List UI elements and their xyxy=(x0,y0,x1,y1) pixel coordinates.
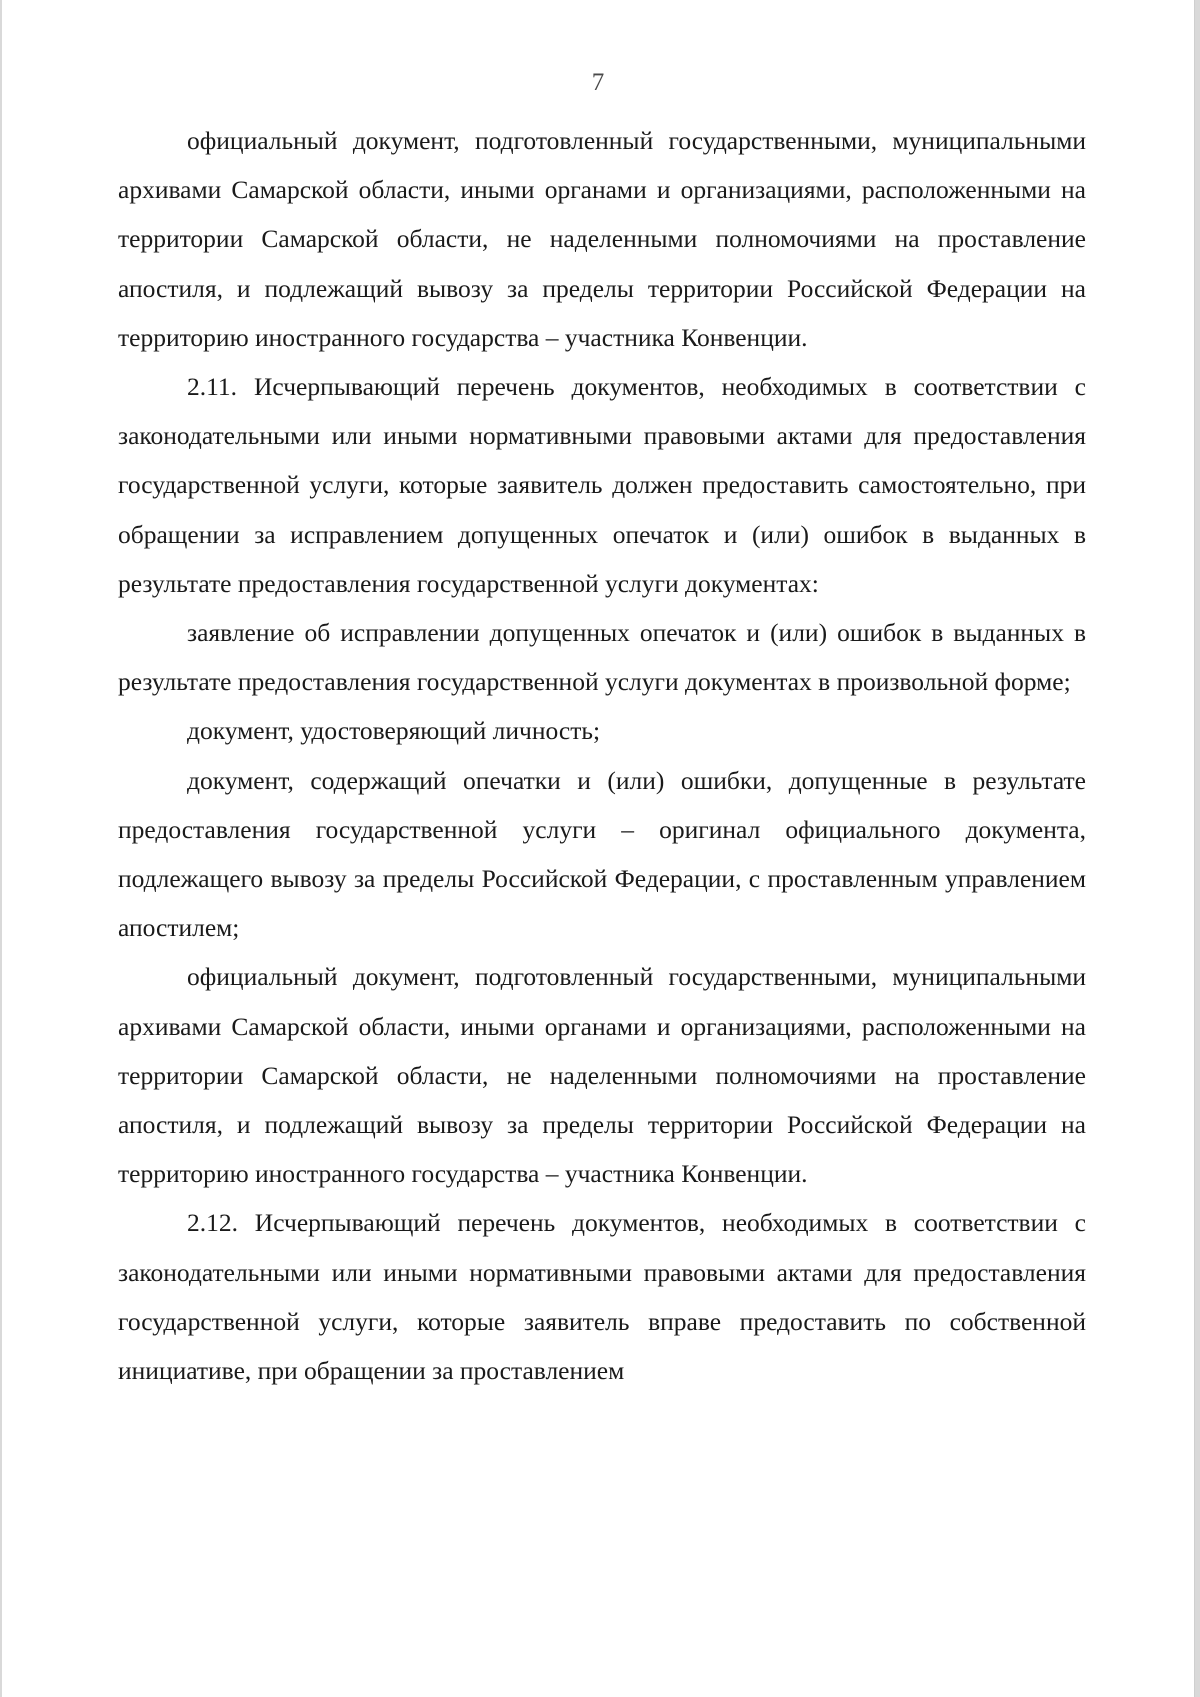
paragraph-application: заявление об исправлении допущенных опечаток и (или) ошибок в выданных в результате предоставления государственной услуги документах в произвольной форме; xyxy=(118,618,1086,697)
paragraph-official-document: официальный документ, подготовленный государственными, муниципальными архивами Самарской области, иными органами и организациями, расположенными на территории Самарской области, не наделенными полномочиями на проставление апостиля, и подлежащий вывозу за пределы территории Российской Федерации на территорию иностранного государства – участника Конвенции. xyxy=(118,126,1086,352)
paragraph-2-12: 2.12. Исчерпывающий перечень документов, необходимых в соответствии с законодательными или иными нормативными правовыми актами для предоставления государственной услуги, которые заявитель вправе предоставить по собственной инициативе, при обращении за проставлением xyxy=(118,1208,1086,1386)
paragraph-official-document-2: официальный документ, подготовленный государственными, муниципальными архивами Самарской области, иными органами и организациями, расположенными на территории Самарской области, не наделенными полномочиями на проставление апостиля, и подлежащий вывозу за пределы территории Российской Федерации на территорию иностранного государства – участника Конвенции. xyxy=(118,962,1086,1189)
document-body xyxy=(118,116,1086,1395)
page-number: 7 xyxy=(591,69,605,96)
paragraph-identity-document: документ, удостоверяющий личность; xyxy=(187,716,601,746)
paragraph-document-with-errors: документ, содержащий опечатки и (или) ошибки, допущенные в результате предоставления государственной услуги – оригинал официального документа, подлежащего вывозу за пределы Российской Федерации, с проставленным управлением апостилем; xyxy=(118,765,1086,943)
paragraph-2-11: 2.11. Исчерпывающий перечень документов, необходимых в соответствии с законодательными или иными нормативными правовыми актами для предоставления государственной услуги, которые заявитель должен предоставить самостоятельно, при обращении за исправлением допущенных опечаток и (или) ошибок в выданных в результате предоставления государственной услуги документах: xyxy=(118,372,1086,598)
document-page xyxy=(2,0,1195,1697)
